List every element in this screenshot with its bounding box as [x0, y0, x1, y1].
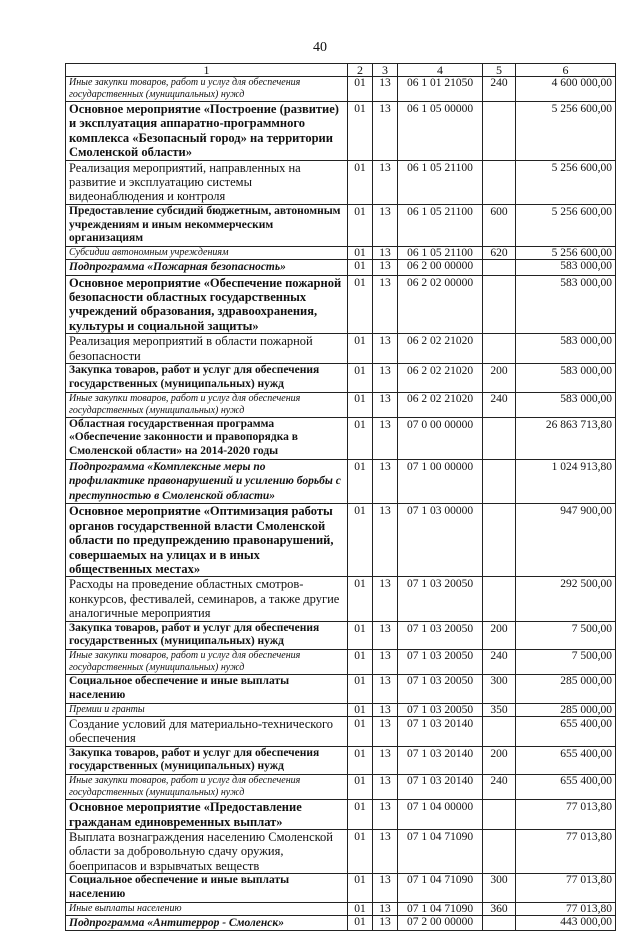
row-target-article-cell: 07 0 00 00000: [398, 417, 483, 459]
row-name-cell: Реализация мероприятий в области пожарной безопасности: [66, 334, 348, 364]
budget-table-body: [66, 64, 616, 931]
row-target-article-cell: 06 2 00 00000: [398, 260, 483, 275]
row-subsection-cell: 13: [373, 334, 398, 364]
table-row: [66, 417, 616, 459]
row-subsection-cell: 13: [373, 577, 398, 621]
table-row: [66, 260, 616, 275]
row-expense-type-cell: 240: [483, 392, 516, 417]
row-amount-cell: 26 863 713,80: [516, 417, 616, 459]
table-header-row: [66, 64, 616, 77]
row-section-cell: 01: [348, 275, 373, 334]
row-amount-cell: 285 000,00: [516, 675, 616, 704]
row-name-cell: Подпрограмма «Пожарная безопасность»: [66, 260, 348, 275]
row-target-article-cell: 07 1 03 20050: [398, 621, 483, 650]
row-subsection-cell: 13: [373, 204, 398, 246]
table-row: [66, 915, 616, 930]
row-amount-cell: 292 500,00: [516, 577, 616, 621]
row-expense-type-cell: [483, 417, 516, 459]
row-amount-cell: 583 000,00: [516, 260, 616, 275]
row-name-cell: Иные закупки товаров, работ и услуг для обеспечения государственных (муниципальных) нужд: [66, 650, 348, 675]
table-row: [66, 874, 616, 903]
row-subsection-cell: 13: [373, 675, 398, 704]
table-row: [66, 716, 616, 746]
row-subsection-cell: 13: [373, 417, 398, 459]
row-subsection-cell: 13: [373, 775, 398, 800]
row-subsection-cell: 13: [373, 364, 398, 393]
row-subsection-cell: 13: [373, 160, 398, 204]
row-subsection-cell: 13: [373, 460, 398, 504]
row-subsection-cell: 13: [373, 247, 398, 260]
row-name-cell: Иные закупки товаров, работ и услуг для обеспечения государственных (муниципальных) нужд: [66, 392, 348, 417]
row-expense-type-cell: [483, 716, 516, 746]
row-amount-cell: 655 400,00: [516, 716, 616, 746]
table-row: [66, 160, 616, 204]
table-row: [66, 204, 616, 246]
row-name-cell: Иные выплаты населению: [66, 902, 348, 915]
row-section-cell: 01: [348, 160, 373, 204]
row-expense-type-cell: [483, 915, 516, 930]
header-col-4: 4: [398, 64, 483, 77]
table-row: [66, 460, 616, 504]
row-section-cell: 01: [348, 915, 373, 930]
row-name-cell: Закупка товаров, работ и услуг для обеспечения государственных (муниципальных) нужд: [66, 746, 348, 775]
table-row: [66, 504, 616, 577]
budget-table: [65, 63, 616, 931]
row-expense-type-cell: [483, 334, 516, 364]
row-subsection-cell: 13: [373, 504, 398, 577]
row-amount-cell: 583 000,00: [516, 364, 616, 393]
row-amount-cell: 77 013,80: [516, 800, 616, 830]
row-expense-type-cell: [483, 460, 516, 504]
row-target-article-cell: 06 2 02 21020: [398, 392, 483, 417]
row-section-cell: 01: [348, 260, 373, 275]
row-section-cell: 01: [348, 77, 373, 102]
row-expense-type-cell: [483, 800, 516, 830]
row-subsection-cell: 13: [373, 260, 398, 275]
row-section-cell: 01: [348, 716, 373, 746]
row-subsection-cell: 13: [373, 902, 398, 915]
row-subsection-cell: 13: [373, 829, 398, 873]
table-row: [66, 334, 616, 364]
row-subsection-cell: 13: [373, 650, 398, 675]
row-section-cell: 01: [348, 650, 373, 675]
row-target-article-cell: 07 1 04 71090: [398, 902, 483, 915]
row-section-cell: 01: [348, 247, 373, 260]
row-amount-cell: 583 000,00: [516, 275, 616, 334]
row-target-article-cell: 06 1 05 21100: [398, 204, 483, 246]
table-row: [66, 621, 616, 650]
table-row: [66, 77, 616, 102]
row-expense-type-cell: [483, 829, 516, 873]
row-target-article-cell: 06 1 05 00000: [398, 102, 483, 161]
table-row: [66, 275, 616, 334]
row-target-article-cell: 07 1 03 20050: [398, 703, 483, 716]
row-amount-cell: 4 600 000,00: [516, 77, 616, 102]
row-section-cell: 01: [348, 364, 373, 393]
row-target-article-cell: 07 2 00 00000: [398, 915, 483, 930]
table-row: [66, 746, 616, 775]
table-row: [66, 675, 616, 704]
row-name-cell: Субсидии автономным учреждениям: [66, 247, 348, 260]
row-amount-cell: 947 900,00: [516, 504, 616, 577]
page-number: 40: [313, 40, 327, 55]
row-section-cell: 01: [348, 800, 373, 830]
row-expense-type-cell: [483, 577, 516, 621]
row-expense-type-cell: [483, 102, 516, 161]
row-name-cell: Реализация мероприятий, направленных на развитие и эксплуатацию системы видеонаблюдения и контроля: [66, 160, 348, 204]
row-target-article-cell: 06 2 02 21020: [398, 334, 483, 364]
row-subsection-cell: 13: [373, 874, 398, 903]
header-col-6: 6: [516, 64, 616, 77]
row-expense-type-cell: 200: [483, 746, 516, 775]
row-target-article-cell: 07 1 00 00000: [398, 460, 483, 504]
row-section-cell: 01: [348, 703, 373, 716]
row-amount-cell: 5 256 600,00: [516, 160, 616, 204]
row-amount-cell: 655 400,00: [516, 746, 616, 775]
row-name-cell: Основное мероприятие «Обеспечение пожарной безопасности областных государственных учреждений образования, здравоохранения, культуры и социальной защиты»: [66, 275, 348, 334]
row-section-cell: 01: [348, 621, 373, 650]
row-section-cell: 01: [348, 334, 373, 364]
row-name-cell: Расходы на проведение областных смотров-конкурсов, фестивалей, семинаров, а также другие аналогичные мероприятия: [66, 577, 348, 621]
row-expense-type-cell: 360: [483, 902, 516, 915]
row-expense-type-cell: 600: [483, 204, 516, 246]
row-target-article-cell: 07 1 04 71090: [398, 874, 483, 903]
table-row: [66, 392, 616, 417]
row-name-cell: Подпрограмма «Комплексные меры по профилактике правонарушений и усилению борьбы с преступностью в Смоленской области»: [66, 460, 348, 504]
row-name-cell: Иные закупки товаров, работ и услуг для обеспечения государственных (муниципальных) нужд: [66, 77, 348, 102]
row-expense-type-cell: [483, 275, 516, 334]
row-target-article-cell: 07 1 03 20050: [398, 675, 483, 704]
row-subsection-cell: 13: [373, 746, 398, 775]
row-target-article-cell: 06 1 05 21100: [398, 247, 483, 260]
row-target-article-cell: 07 1 03 20140: [398, 746, 483, 775]
row-name-cell: Основное мероприятие «Предоставление гражданам единовременных выплат»: [66, 800, 348, 830]
row-section-cell: 01: [348, 102, 373, 161]
row-section-cell: 01: [348, 460, 373, 504]
row-target-article-cell: 07 1 03 20140: [398, 775, 483, 800]
row-subsection-cell: 13: [373, 392, 398, 417]
table-row: [66, 577, 616, 621]
row-amount-cell: 5 256 600,00: [516, 204, 616, 246]
row-amount-cell: 655 400,00: [516, 775, 616, 800]
table-row: [66, 247, 616, 260]
row-expense-type-cell: [483, 260, 516, 275]
row-subsection-cell: 13: [373, 77, 398, 102]
row-amount-cell: 5 256 600,00: [516, 247, 616, 260]
header-col-1: 1: [66, 64, 348, 77]
row-amount-cell: 583 000,00: [516, 392, 616, 417]
table-row: [66, 902, 616, 915]
row-amount-cell: 583 000,00: [516, 334, 616, 364]
row-subsection-cell: 13: [373, 800, 398, 830]
table-row: [66, 775, 616, 800]
row-name-cell: Социальное обеспечение и иные выплаты населению: [66, 874, 348, 903]
row-name-cell: Социальное обеспечение и иные выплаты населению: [66, 675, 348, 704]
table-row: [66, 800, 616, 830]
row-section-cell: 01: [348, 204, 373, 246]
row-target-article-cell: 06 2 02 21020: [398, 364, 483, 393]
row-target-article-cell: 07 1 03 00000: [398, 504, 483, 577]
row-target-article-cell: 06 1 01 21050: [398, 77, 483, 102]
row-target-article-cell: 07 1 03 20140: [398, 716, 483, 746]
row-target-article-cell: 07 1 04 00000: [398, 800, 483, 830]
row-subsection-cell: 13: [373, 621, 398, 650]
row-section-cell: 01: [348, 829, 373, 873]
row-section-cell: 01: [348, 775, 373, 800]
row-section-cell: 01: [348, 417, 373, 459]
row-expense-type-cell: 240: [483, 77, 516, 102]
table-row: [66, 364, 616, 393]
row-name-cell: Основное мероприятие «Оптимизация работы органов государственной власти Смоленской области по предупреждению правонарушений, совершаемых на улицах и в иных общественных местах»: [66, 504, 348, 577]
row-section-cell: 01: [348, 675, 373, 704]
row-expense-type-cell: 240: [483, 775, 516, 800]
row-expense-type-cell: 350: [483, 703, 516, 716]
row-subsection-cell: 13: [373, 703, 398, 716]
row-expense-type-cell: 620: [483, 247, 516, 260]
row-name-cell: Закупка товаров, работ и услуг для обеспечения государственных (муниципальных) нужд: [66, 621, 348, 650]
row-expense-type-cell: 300: [483, 874, 516, 903]
table-row: [66, 650, 616, 675]
row-subsection-cell: 13: [373, 716, 398, 746]
row-amount-cell: 285 000,00: [516, 703, 616, 716]
row-section-cell: 01: [348, 902, 373, 915]
row-amount-cell: 7 500,00: [516, 621, 616, 650]
row-expense-type-cell: 200: [483, 621, 516, 650]
row-name-cell: Выплата вознаграждения населению Смоленской области за добровольную сдачу оружия, боеприпасов и взрывчатых веществ: [66, 829, 348, 873]
row-name-cell: Предоставление субсидий бюджетным, автономным учреждениям и иным некоммерческим организациям: [66, 204, 348, 246]
row-expense-type-cell: 200: [483, 364, 516, 393]
row-amount-cell: 5 256 600,00: [516, 102, 616, 161]
row-target-article-cell: 07 1 03 20050: [398, 577, 483, 621]
row-amount-cell: 1 024 913,80: [516, 460, 616, 504]
table-row: [66, 703, 616, 716]
row-amount-cell: 77 013,80: [516, 874, 616, 903]
row-name-cell: Премии и гранты: [66, 703, 348, 716]
header-col-2: 2: [348, 64, 373, 77]
row-target-article-cell: 06 2 02 00000: [398, 275, 483, 334]
table-row: [66, 102, 616, 161]
row-amount-cell: 77 013,80: [516, 902, 616, 915]
row-subsection-cell: 13: [373, 915, 398, 930]
header-col-3: 3: [373, 64, 398, 77]
header-col-5: 5: [483, 64, 516, 77]
row-expense-type-cell: [483, 160, 516, 204]
row-section-cell: 01: [348, 874, 373, 903]
table-row: [66, 829, 616, 873]
row-name-cell: Областная государственная программа «Обеспечение законности и правопорядка в Смоленской области» на 2014-2020 годы: [66, 417, 348, 459]
row-section-cell: 01: [348, 746, 373, 775]
row-amount-cell: 7 500,00: [516, 650, 616, 675]
row-name-cell: Закупка товаров, работ и услуг для обеспечения государственных (муниципальных) нужд: [66, 364, 348, 393]
row-section-cell: 01: [348, 392, 373, 417]
row-expense-type-cell: [483, 504, 516, 577]
row-subsection-cell: 13: [373, 102, 398, 161]
row-amount-cell: 77 013,80: [516, 829, 616, 873]
row-target-article-cell: 07 1 03 20050: [398, 650, 483, 675]
row-target-article-cell: 06 1 05 21100: [398, 160, 483, 204]
row-name-cell: Подпрограмма «Антитеррор - Смоленск»: [66, 915, 348, 930]
row-name-cell: Основное мероприятие «Построение (развитие) и эксплуатация аппаратно-программного комплекса «Безопасный город» на территории Смоленской области»: [66, 102, 348, 161]
row-target-article-cell: 07 1 04 71090: [398, 829, 483, 873]
row-amount-cell: 443 000,00: [516, 915, 616, 930]
row-subsection-cell: 13: [373, 275, 398, 334]
row-section-cell: 01: [348, 504, 373, 577]
row-expense-type-cell: 240: [483, 650, 516, 675]
row-name-cell: Создание условий для материально-технического обеспечения: [66, 716, 348, 746]
row-expense-type-cell: 300: [483, 675, 516, 704]
row-name-cell: Иные закупки товаров, работ и услуг для обеспечения государственных (муниципальных) нужд: [66, 775, 348, 800]
row-section-cell: 01: [348, 577, 373, 621]
